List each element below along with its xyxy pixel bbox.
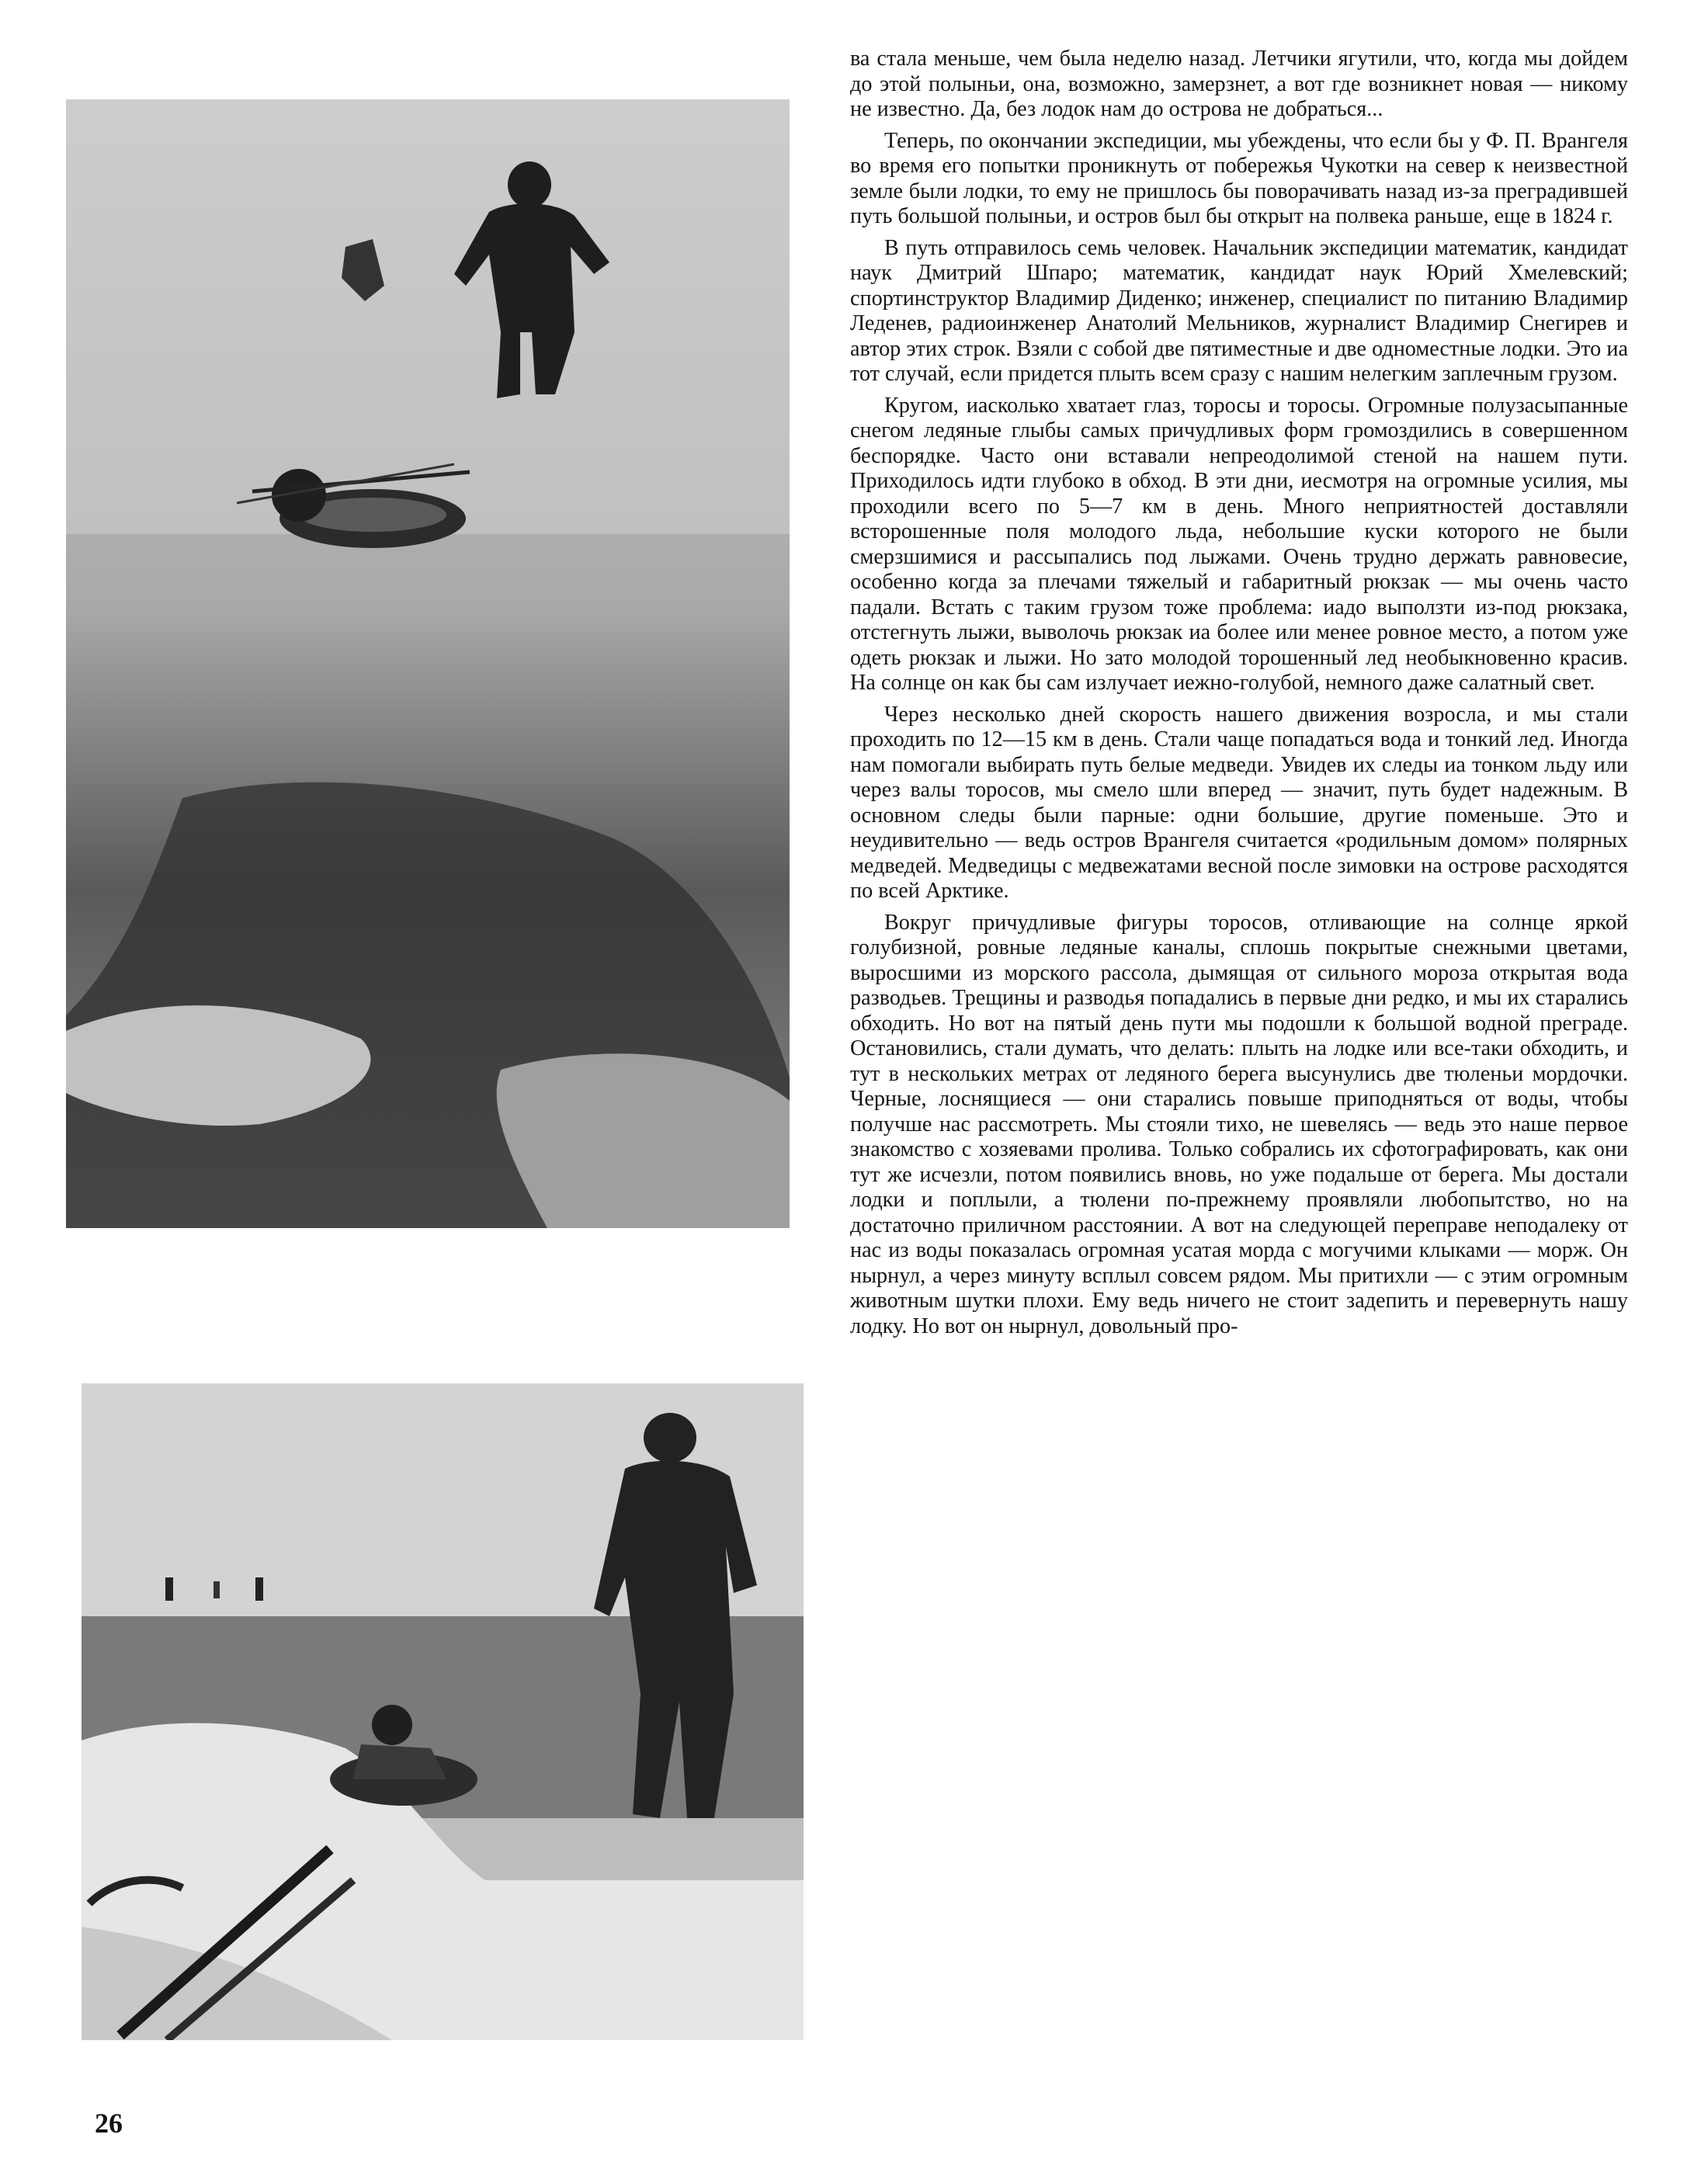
paragraph-6: Вокруг причудливые фигуры торосов, отливающие на солнце яркой голубизной, ровные ледяные каналы, сплошь покрытые снежными цветами, выросшими из морского рассола, дымящая от сильного мороза открытая вода разводьев. Трещины и разводья попадались в первые дни редко, и мы их старались обходить. Но вот на пятый день пути мы подошли к большой водной преграде. Остановились, стали думать, что делать: плыть на лодке или все-таки обходить, и тут в нескольких метрах от ледяного берега высунулись две тюленьи мордочки. Черные, лоснящиеся — они старались повыше приподняться от воды, чтобы получше нас рассмотреть. Мы стояли тихо, не шевелясь — ведь это наше первое знакомство с хозяевами пролива. Только собрались их сфотографировать, как они тут же исчезли, потом появились вновь, но уже подальше от берега. Мы достали лодки и поплыли, а тюлени по-прежнему проявляли любопытство, но на достаточно приличном расстоянии. А вот на следующей переправе неподалеку от нас из воды показалась огромная усатая морда с могучими клыками — морж. Он нырнул, а через минуту всплыл совсем рядом. Мы притихли — с этим огромным животным шутки плохи. Ему ведь ничего не стоит задепить и перевернуть нашу лодку. Но вот он нырнул, довольный про- bbox=[850, 910, 1628, 1338]
photo-man-and-boat-on-ice bbox=[66, 99, 790, 1228]
photo-man-on-shore-with-boat bbox=[82, 1383, 804, 2040]
paragraph-2: Теперь, по окончании экспедиции, мы убеждены, что если бы у Ф. П. Врангеля во время его попытки проникнуть от побережья Чукотки на север к неизвестной земле были лодки, то ему не пришлось бы поворачивать назад из-за преградившей путь большой полыньи, и остров был бы открыт на полвека раньше, еще в 1824 г. bbox=[850, 128, 1628, 228]
photo-top-image bbox=[66, 99, 790, 1228]
paragraph-1: ва стала меньше, чем была неделю назад. Летчики ягутили, что, когда мы дойдем до этой полыньи, она, возможно, замерзнет, а вот где возникнет новая — никому не известно. Да, без лодок нам до острова не добраться... bbox=[850, 47, 1628, 121]
page-number: 26 bbox=[95, 2108, 123, 2139]
photo-bottom-image bbox=[82, 1383, 804, 2040]
paragraph-3: В путь отправилось семь человек. Начальник экспедиции математик, кандидат наук Дмитрий Шпаро; математик, кандидат наук Юрий Хмелевский; спортинструктор Владимир Диденко; инженер, специалист по питанию Владимир Леденев, радиоинженер Анатолий Мельников, журналист Владимир Снегирев и автор этих строк. Взяли с собой две пятиместные и две одноместные лодки. Это иа тот случай, если придется плыть всем сразу с нашим нелегким заплечным грузом. bbox=[850, 235, 1628, 386]
paragraph-4: Кругом, иасколько хватает глаз, торосы и торосы. Огромные полузасыпанные снегом ледяные глыбы самых причудливых форм громоздились в совершенном беспорядке. Часто они вставали непреодолимой стеной на нашем пути. Приходилось идти глубоко в обход. В эти дни, иесмотря на огромные усилия, мы проходили всего по 5—7 км в день. Много неприятностей доставляли всторошенные поля молодого льда, небольшие куски которого не были смерзшимися и рассыпались под лыжами. Очень трудно держать равновесие, особенно когда за плечами тяжелый и габаритный рюкзак — мы очень часто падали. Встать с таким грузом тоже проблема: иадо выползти из-под рюкзака, отстегнуть лыжи, выволочь рюкзак иа более или менее ровное место, а потом уже одеть рюкзак и лыжи. Но зато молодой торошенный лед необыкновенно красив. На солнце он как бы сам излучает иежно-голубой, немного даже салатный свет. bbox=[850, 393, 1628, 695]
article-text-column bbox=[850, 47, 1628, 1345]
paragraph-5: Через несколько дней скорость нашего движения возросла, и мы стали проходить по 12—15 км в день. Стали чаще попадаться вода и тонкий лед. Иногда нам помогали выбирать путь белые медведи. Увидев их следы иа тонком льду или через валы торосов, мы смело шли вперед — значит, путь будет надежным. В основном следы были парные: одни большие, другие поменьше. Это и неудивительно — ведь остров Врангеля считается «родильным домом» полярных медведей. Медведицы с медвежатами весной после зимовки на острове расходятся по всей Арктике. bbox=[850, 702, 1628, 903]
